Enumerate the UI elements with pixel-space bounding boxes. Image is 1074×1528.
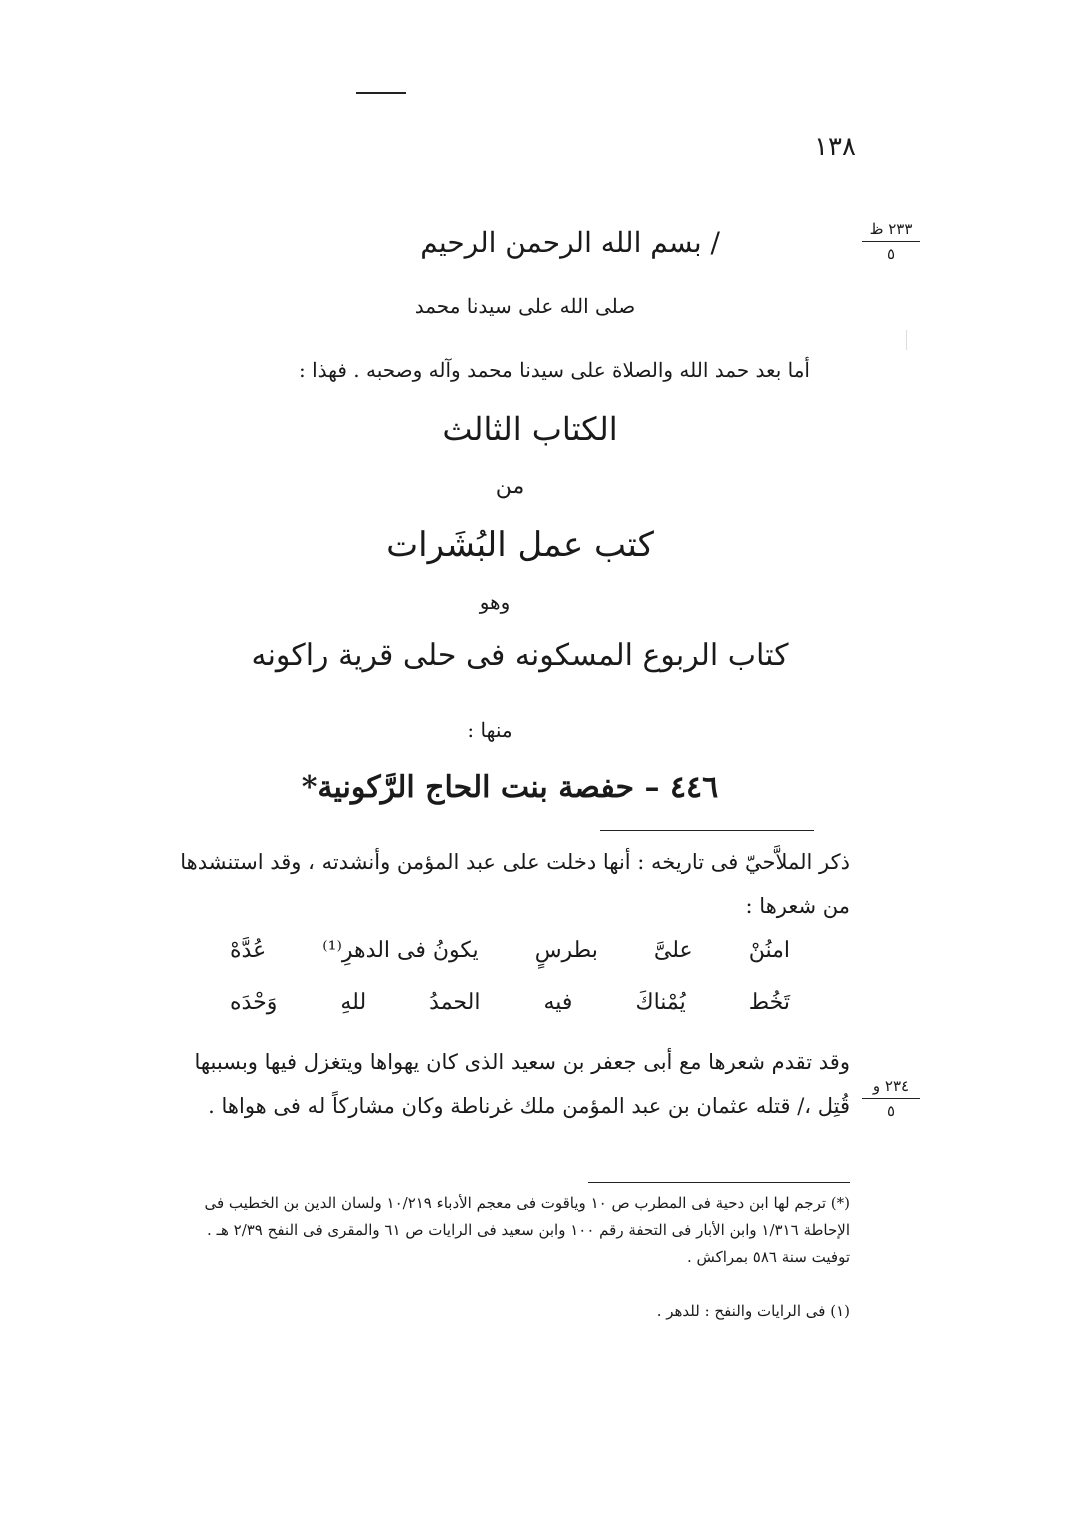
wahuwa-line: وهو bbox=[479, 590, 511, 614]
margin-divider bbox=[862, 241, 920, 242]
verse-word: يُمْناكَ bbox=[635, 990, 686, 1015]
verse-word: امنُنْ bbox=[748, 938, 790, 963]
footnote-2: (١) فى الرايات والنفح : للدهر . bbox=[656, 1302, 850, 1320]
body-paragraph-1: ذكر الملاَّحيّ فى تاريخه : أنها دخلت على عبد المؤمن وأنشدته ، وقد استنشدها من شعرها : bbox=[180, 850, 850, 918]
margin-folio: ٢٣٤ و bbox=[872, 1077, 910, 1095]
verse-word: علىَّ bbox=[653, 938, 693, 963]
verse-word: الحمدُ bbox=[429, 990, 481, 1015]
verse-word: بطرسٍ bbox=[534, 938, 598, 963]
entry-underline bbox=[600, 830, 814, 831]
margin-note-folio-234 bbox=[862, 1077, 920, 1120]
margin-folio: ٢٣٣ ظ bbox=[869, 220, 913, 238]
page-number: ١٣٨ bbox=[814, 132, 856, 162]
verse-word: للهِ bbox=[340, 990, 367, 1015]
verse-word: تَخُط bbox=[748, 990, 790, 1015]
kutub-heading: كتب عمل البُشَرات bbox=[386, 525, 654, 565]
salla-line: صلى الله على سيدنا محمد bbox=[414, 294, 636, 318]
kitab-title: كتاب الربوع المسكونه فى حلى قرية راكونه bbox=[251, 638, 789, 673]
minha-line: منها : bbox=[467, 718, 513, 742]
scan-speck bbox=[906, 330, 907, 350]
margin-note-folio-233 bbox=[862, 220, 920, 263]
verse-word: عُدَّهْ bbox=[230, 938, 267, 963]
margin-divider bbox=[862, 1098, 920, 1099]
min-line: من bbox=[495, 474, 525, 499]
body-paragraph-2: وقد تقدم شعرها مع أبى جعفر بن سعيد الذى كان يهواها ويتغزل فيها وبسببها قُتِل ،/ قتله عثمان بن عبد المؤمن ملك غرناطة وكان مشاركاً له فى هواها . bbox=[194, 1050, 850, 1118]
footnote-rule bbox=[588, 1182, 850, 1183]
margin-line-number: ٥ bbox=[886, 245, 896, 263]
margin-line-number: ٥ bbox=[886, 1102, 896, 1120]
intro-line: أما بعد حمد الله والصلاة على سيدنا محمد وآله وصحبه . فهذا : bbox=[299, 358, 810, 382]
verse-word: فيه bbox=[543, 990, 573, 1015]
verse-word: وَحْدَه bbox=[230, 990, 278, 1015]
basmala: / بسم الله الرحمن الرحيم bbox=[420, 226, 720, 259]
verse-line-1 bbox=[230, 938, 790, 963]
verse-line-2 bbox=[230, 990, 790, 1015]
footnote-1: (*) ترجم لها ابن دحية فى المطرب ص ١٠ وياقوت فى معجم الأدباء ١٠/٢١٩ ولسان الدين بن الخطيب فى الإحاطة ١/٣١٦ وابن الأبار فى التحفة رقم ١٠٠ وابن سعيد فى الرايات ص ٦١ والمقرى فى النفح ٢/٣٩ هـ . توفيت سنة ٥٨٦ بمراكش . bbox=[204, 1194, 850, 1266]
top-rule bbox=[356, 92, 406, 94]
verse-word: يكونُ فى الدهرِ⁽¹⁾ bbox=[322, 938, 479, 963]
entry-title: ٤٤٦ – حفصة بنت الحاج الرَّكونية* bbox=[301, 770, 719, 805]
book-third-heading: الكتاب الثالث bbox=[442, 410, 618, 448]
